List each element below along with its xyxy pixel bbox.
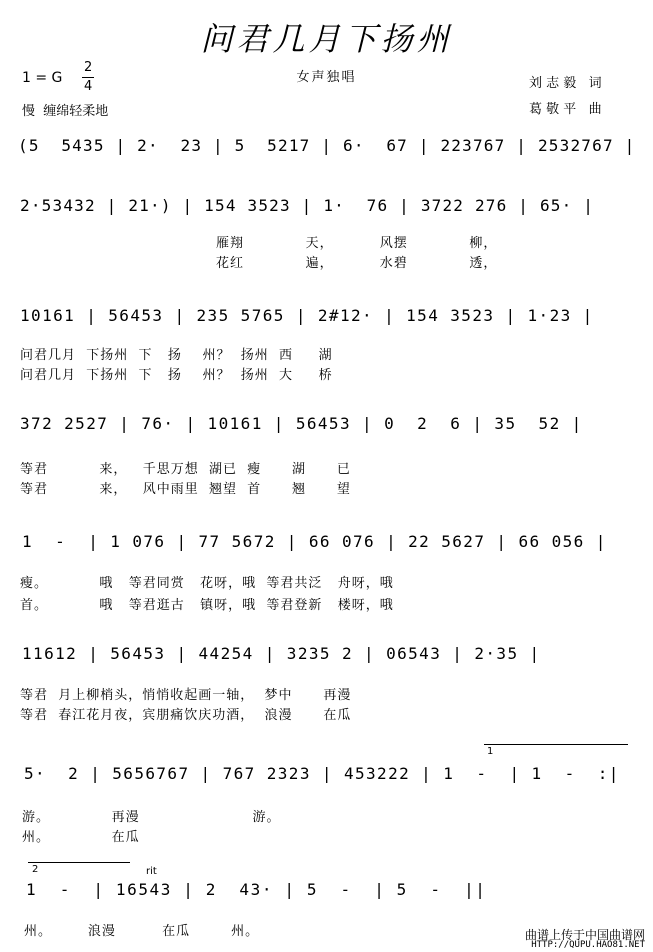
tempo-marking: 慢 缠绵轻柔地	[22, 104, 109, 119]
lyric-verse-2: 首。 哦 等君逛古 镇呀，哦 等君登新 楼呀，哦	[20, 598, 394, 613]
lyric-verse-1: 等君 来， 千思万想 湖已 瘦 湖 已	[20, 462, 351, 477]
lyric-verse-1: 问君几月 下扬州 下 扬 州？ 扬州 西 湖	[20, 348, 333, 363]
notation-line: (5 5435 | 2· 23 | 5 5217 | 6· 67 | 223767 | 2532767 |	[18, 136, 636, 155]
lyric-verse-1: 雁翔 天， 风摆 柳，	[216, 236, 498, 251]
key-signature: 1 = G	[22, 70, 63, 86]
notation-line: 10161 | 56453 | 235 5765 | 2#12· | 154 3523 | 1·23 |	[20, 306, 594, 325]
notation-line: 2·53432 | 21·) | 154 3523 | 1· 76 | 3722 276 | 65· |	[20, 196, 595, 215]
rit-marking: rit	[146, 866, 157, 877]
notation-line: 1 - | 16543 | 2 43· | 5 - | 5 - ||	[26, 880, 487, 899]
notation-line: 11612 | 56453 | 44254 | 3235 2 | 06543 | 2·35 |	[22, 644, 541, 663]
volta-1-label: 1	[487, 746, 494, 757]
lyric-verse-1: 州。 浪漫 在瓜 州。	[24, 924, 260, 939]
song-title: 问君几月下扬州	[200, 20, 453, 58]
song-subtitle: 女声独唱	[296, 70, 357, 85]
composer-credit: 葛 敬 平 曲	[529, 102, 602, 117]
lyric-verse-2: 等君 来， 风中雨里 翘望 首 翘 望	[20, 482, 351, 497]
volta-2-label: 2	[32, 864, 39, 875]
lyric-verse-2: 州。 在瓜	[22, 830, 140, 845]
lyric-verse-2: 花红 遍， 水碧 透，	[216, 256, 498, 271]
lyric-verse-2: 问君几月 下扬州 下 扬 州？ 扬州 大 桥	[20, 368, 333, 383]
volta-2-bracket	[28, 862, 130, 863]
lyricist-credit: 刘 志 毅 词	[529, 76, 602, 91]
lyric-verse-1: 游。 再漫 游。	[22, 810, 281, 825]
footer-site-name: 曲谱上传于中国曲谱网	[524, 928, 645, 942]
lyric-verse-1: 瘦。 哦 等君同赏 花呀，哦 等君共泛 舟呀，哦	[20, 576, 394, 591]
lyric-verse-1: 等君 月上柳梢头，悄悄收起画一轴， 梦中 再漫	[20, 688, 352, 703]
lyric-verse-2: 等君 春江花月夜，宾朋痛饮庆功酒， 浪漫 在瓜	[20, 708, 352, 723]
notation-line: 372 2527 | 76· | 10161 | 56453 | 0 2 6 | 35 52 |	[20, 414, 583, 433]
notation-line: 5· 2 | 5656767 | 767 2323 | 453222 | 1 - | 1 - :|	[24, 764, 620, 783]
time-signature-numerator: 2	[84, 60, 93, 75]
footer-site-url: HTTP://QUPU.HAO81.NET	[531, 940, 645, 950]
time-signature-denominator: 4	[84, 79, 93, 94]
volta-1-bracket	[484, 744, 628, 745]
time-signature-bar	[82, 77, 94, 78]
notation-line: 1 - | 1 076 | 77 5672 | 66 076 | 22 5627 | 66 056 |	[22, 532, 607, 551]
